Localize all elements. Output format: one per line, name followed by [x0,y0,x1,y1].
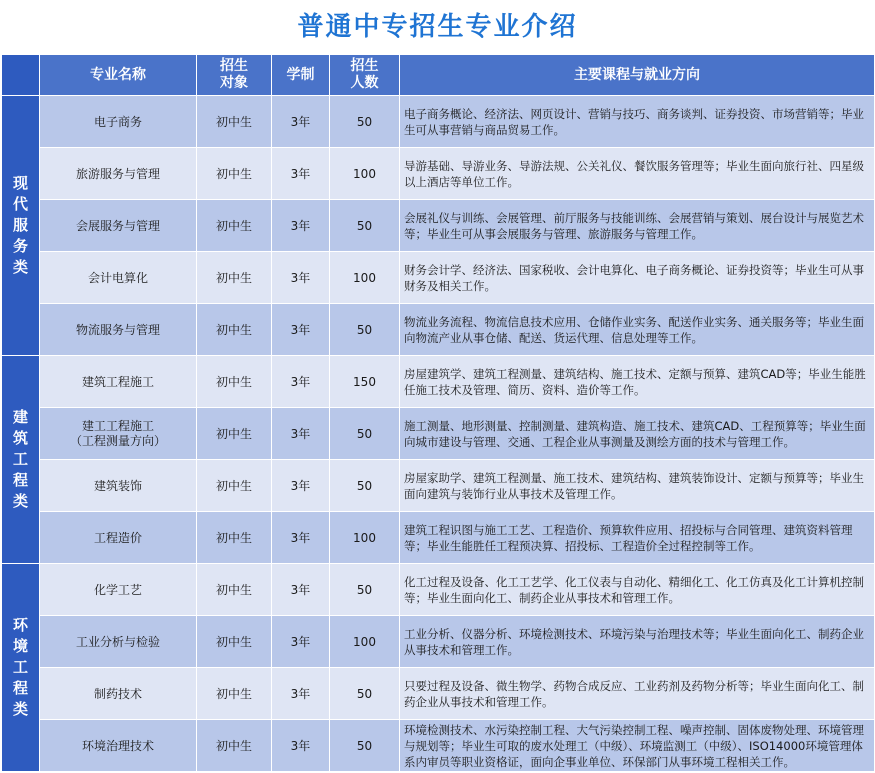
major-courses: 环境检测技术、水污染控制工程、大气污染控制工程、噪声控制、固体废物处理、环境管理与规划等；毕业生可取的废水处理工（中级）、环境监测工（中级）、ISO14000环境管理体系内审员等职业资格证，面向企事业单位、环保部门从事环境工程相关工作。 [400,720,875,772]
major-courses: 物流业务流程、物流信息技术应用、仓储作业实务、配送作业实务、通关服务等；毕业生面向物流产业从事仓储、配送、货运代理、信息处理等工作。 [400,304,875,356]
table-row [2,96,875,148]
major-target: 初中生 [197,96,272,148]
major-target: 初中生 [197,304,272,356]
table-row [2,304,875,356]
major-duration: 3年 [272,252,330,304]
major-duration: 3年 [272,616,330,668]
major-courses: 财务会计学、经济法、国家税收、会计电算化、电子商务概论、证券投资等；毕业生可从事财务及相关工作。 [400,252,875,304]
major-duration: 3年 [272,668,330,720]
major-enrollment: 100 [330,148,400,200]
major-duration: 3年 [272,200,330,252]
table-row [2,408,875,460]
major-duration: 3年 [272,460,330,512]
major-name: 旅游服务与管理 [40,148,197,200]
major-enrollment: 50 [330,304,400,356]
majors-table [1,54,875,772]
major-name: 环境治理技术 [40,720,197,772]
table-row [2,460,875,512]
major-courses: 工业分析、仪器分析、环境检测技术、环境污染与治理技术等；毕业生面向化工、制药企业从事技术和管理工作。 [400,616,875,668]
major-name: 会计电算化 [40,252,197,304]
major-target: 初中生 [197,512,272,564]
major-target: 初中生 [197,616,272,668]
major-duration: 3年 [272,564,330,616]
table-row [2,616,875,668]
category-environment: 环境工程类 [2,564,40,772]
major-enrollment: 150 [330,356,400,408]
major-enrollment: 100 [330,616,400,668]
major-courses: 房屋家助学、建筑工程测量、施工技术、建筑结构、建筑装饰设计、定额与预算等；毕业生面向建筑与装饰行业从事技术及管理工作。 [400,460,875,512]
major-target: 初中生 [197,200,272,252]
major-courses: 导游基础、导游业务、导游法规、公关礼仪、餐饮服务管理等；毕业生面向旅行社、四星级以上酒店等单位工作。 [400,148,875,200]
header-major-name: 专业名称 [40,55,197,96]
major-name: 工业分析与检验 [40,616,197,668]
major-courses: 会展礼仪与训练、会展管理、前厅服务与技能训练、会展营销与策划、展台设计与展览艺术等；毕业生可从事会展服务与管理、旅游服务与管理工作。 [400,200,875,252]
header-duration: 学制 [272,55,330,96]
table-row [2,252,875,304]
major-target: 初中生 [197,564,272,616]
major-courses: 施工测量、地形测量、控制测量、建筑构造、施工技术、建筑CAD、工程预算等；毕业生面向城市建设与管理、交通、工程企业从事测量及测绘方面的技术与管理工作。 [400,408,875,460]
table-row [2,148,875,200]
major-duration: 3年 [272,512,330,564]
major-enrollment: 50 [330,408,400,460]
major-duration: 3年 [272,148,330,200]
major-duration: 3年 [272,356,330,408]
major-name: 物流服务与管理 [40,304,197,356]
major-duration: 3年 [272,96,330,148]
major-name: 会展服务与管理 [40,200,197,252]
table-row [2,512,875,564]
major-name: 制药技术 [40,668,197,720]
major-courses: 房屋建筑学、建筑工程测量、建筑结构、施工技术、定额与预算、建筑CAD等；毕业生能胜任施工技术及管理、简历、资料、造价等工作。 [400,356,875,408]
header-target: 招生 对象 [197,55,272,96]
major-enrollment: 50 [330,96,400,148]
major-enrollment: 100 [330,512,400,564]
major-name: 电子商务 [40,96,197,148]
major-target: 初中生 [197,148,272,200]
major-enrollment: 50 [330,564,400,616]
header-courses: 主要课程与就业方向 [400,55,875,96]
table-header-row [2,55,875,96]
major-target: 初中生 [197,720,272,772]
major-enrollment: 50 [330,668,400,720]
major-duration: 3年 [272,304,330,356]
header-category-cell [2,55,40,96]
major-duration: 3年 [272,720,330,772]
category-modern-service: 现代服务类 [2,96,40,356]
table-row [2,564,875,616]
major-target: 初中生 [197,668,272,720]
major-courses: 建筑工程识图与施工工艺、工程造价、预算软件应用、招投标与合同管理、建筑资料管理等；毕业生能胜任工程预决算、招投标、工程造价全过程控制等工作。 [400,512,875,564]
major-name: 建筑装饰 [40,460,197,512]
table-row [2,356,875,408]
header-enrollment: 招生 人数 [330,55,400,96]
category-construction: 建筑工程类 [2,356,40,564]
major-target: 初中生 [197,408,272,460]
table-row [2,720,875,772]
table-row [2,668,875,720]
major-target: 初中生 [197,252,272,304]
major-name: 工程造价 [40,512,197,564]
major-duration: 3年 [272,408,330,460]
major-target: 初中生 [197,460,272,512]
major-name: 化学工艺 [40,564,197,616]
major-enrollment: 100 [330,252,400,304]
major-courses: 化工过程及设备、化工工艺学、化工仪表与自动化、精细化工、化工仿真及化工计算机控制等；毕业生面向化工、制药企业从事技术和管理工作。 [400,564,875,616]
major-courses: 电子商务概论、经济法、网页设计、营销与技巧、商务谈判、证券投资、市场营销等；毕业生可从事营销与商品贸易工作。 [400,96,875,148]
major-name: 建筑工程施工 [40,356,197,408]
major-enrollment: 50 [330,720,400,772]
major-name: 建工工程施工 （工程测量方向） [40,408,197,460]
major-enrollment: 50 [330,460,400,512]
major-enrollment: 50 [330,200,400,252]
page-title: 普通中专招生专业介绍 [297,12,578,42]
major-courses: 只要过程及设备、微生物学、药物合成反应、工业药剂及药物分析等；毕业生面向化工、制药企业从事技术和管理工作。 [400,668,875,720]
major-target: 初中生 [197,356,272,408]
table-row [2,200,875,252]
